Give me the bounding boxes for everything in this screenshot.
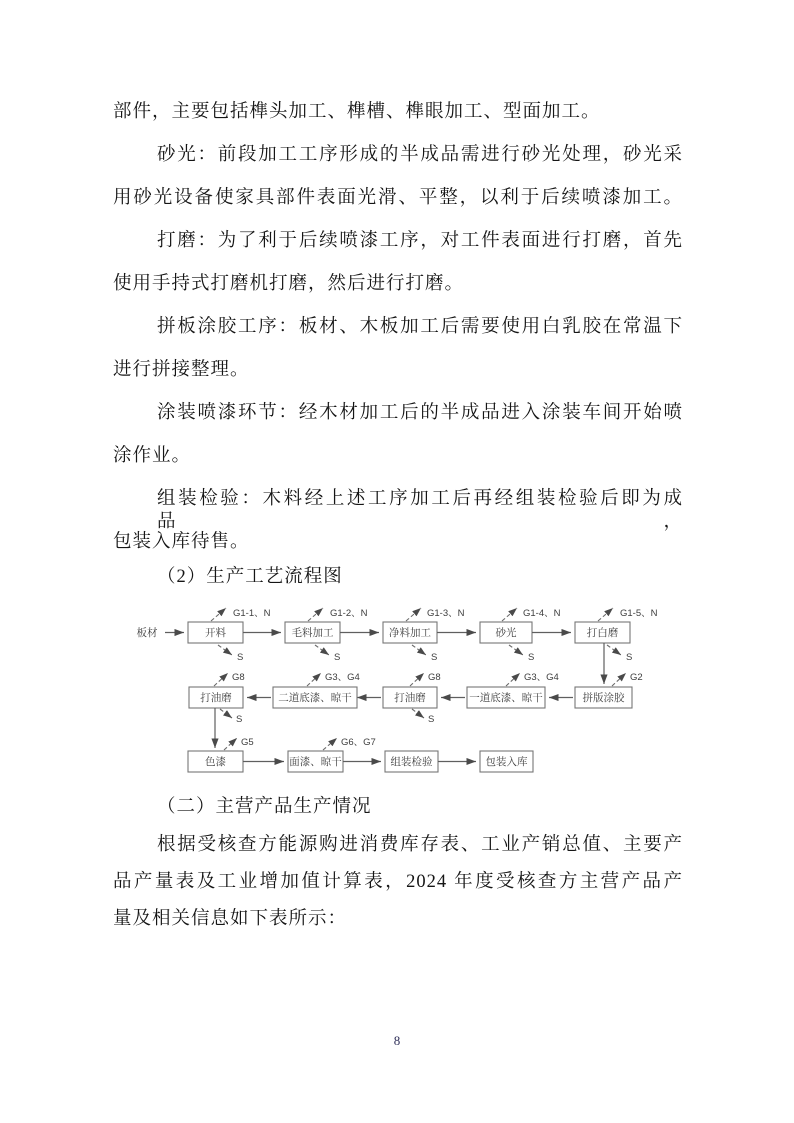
emission-arrow bbox=[308, 608, 323, 621]
process-flowchart bbox=[120, 595, 680, 795]
emission-arrow bbox=[598, 608, 613, 621]
emission-label: G1-3、N bbox=[427, 608, 465, 619]
flow-box-label: 打油磨 bbox=[200, 692, 232, 704]
body-line: 使用手持式打磨机打磨，然后进行打磨。 bbox=[113, 274, 465, 294]
waste-label: S bbox=[626, 652, 633, 663]
body-line: 包装入库待售。 bbox=[113, 532, 250, 552]
emission-arrow bbox=[323, 738, 337, 750]
flow-box-label: 砂光 bbox=[495, 627, 517, 639]
flow-box-label: 包装入库 bbox=[485, 756, 528, 768]
emission-label: G3、G4 bbox=[524, 672, 559, 683]
page-number: 8 bbox=[393, 1033, 401, 1048]
section-heading-flowchart: （2）生产工艺流程图 bbox=[157, 567, 343, 587]
section-heading-products: （二）主营产品生产情况 bbox=[157, 797, 372, 817]
waste-arrow bbox=[412, 645, 426, 655]
flow-box-label: 毛料加工 bbox=[291, 627, 334, 639]
emission-arrow bbox=[214, 673, 228, 686]
emission-label: G8 bbox=[232, 672, 245, 683]
flow-box-label: 开料 bbox=[205, 627, 226, 639]
waste-arrow bbox=[412, 709, 424, 718]
emission-arrow bbox=[502, 608, 517, 621]
emission-label: G2 bbox=[630, 672, 643, 683]
flow-box-label: 打白磨 bbox=[586, 627, 619, 639]
emission-label: G8 bbox=[428, 672, 441, 683]
waste-label: S bbox=[237, 652, 244, 663]
waste-label: S bbox=[334, 652, 341, 663]
emission-label: G5 bbox=[241, 737, 254, 748]
flow-box-label: 面漆、晾干 bbox=[289, 756, 342, 768]
body-line: 拼板涂胶工序：板材、木板加工后需要使用白乳胶在常温下 bbox=[157, 317, 683, 337]
emission-arrow bbox=[410, 673, 424, 686]
body-line: 涂装喷漆环节：经木材加工后的半成品进入涂装车间开始喷 bbox=[157, 403, 683, 423]
body-line: 砂光：前段加工工序形成的半成品需进行砂光处理，砂光采 bbox=[157, 145, 683, 165]
emission-label: G1-2、N bbox=[330, 608, 368, 619]
flow-box-label: 一道底漆、晾干 bbox=[469, 692, 543, 704]
flow-box-label: 色漆 bbox=[205, 756, 226, 768]
flow-box-label: 拼版涂胶 bbox=[582, 692, 625, 704]
emission-arrow bbox=[506, 673, 520, 686]
waste-arrow bbox=[315, 645, 329, 655]
flow-source-label: 板材 bbox=[136, 627, 158, 639]
emission-label: G1-1、N bbox=[233, 608, 271, 619]
flowchart-svg bbox=[120, 595, 680, 795]
body-line: 品产量表及工业增加值计算表，2024 年度受核查方主营产品产 bbox=[113, 872, 683, 892]
body-line: 打磨：为了利于后续喷漆工序，对工件表面进行打磨，首先 bbox=[157, 231, 683, 251]
flow-box-label: 组装检验 bbox=[390, 756, 433, 768]
flow-box-label: 净料加工 bbox=[389, 627, 431, 639]
flow-box-label: 二道底漆、晾干 bbox=[278, 692, 352, 704]
body-line: 部件，主要包括榫头加工、榫槽、榫眼加工、型面加工。 bbox=[113, 102, 601, 122]
body-line: 量及相关信息如下表所示： bbox=[113, 909, 348, 929]
waste-arrow bbox=[607, 645, 621, 655]
emission-arrow bbox=[307, 673, 321, 686]
emission-arrow bbox=[406, 608, 421, 621]
emission-arrow bbox=[211, 608, 226, 621]
emission-arrow bbox=[224, 738, 237, 750]
body-line: 用砂光设备使家具部件表面光滑、平整，以利于后续喷漆加工。 bbox=[113, 188, 683, 208]
body-line: 涂作业。 bbox=[113, 446, 192, 466]
waste-arrow bbox=[218, 645, 232, 655]
waste-arrow bbox=[220, 709, 232, 718]
waste-label: S bbox=[236, 714, 243, 725]
flow-box-label: 打油磨 bbox=[394, 692, 426, 704]
waste-arrow bbox=[509, 645, 523, 655]
waste-label: S bbox=[528, 652, 535, 663]
emission-label: G1-5、N bbox=[620, 608, 658, 619]
emission-label: G1-4、N bbox=[523, 608, 561, 619]
emission-label: G6、G7 bbox=[341, 737, 376, 748]
body-line: 根据受核查方能源购进消费库存表、工业产销总值、主要产 bbox=[157, 835, 683, 855]
waste-label: S bbox=[428, 714, 435, 725]
emission-label: G3、G4 bbox=[325, 672, 360, 683]
emission-arrow bbox=[612, 673, 626, 686]
body-line: 组装检验：木料经上述工序加工后再经组装检验后即为成品， bbox=[157, 489, 683, 532]
body-line: 进行拼接整理。 bbox=[113, 360, 250, 380]
waste-label: S bbox=[431, 652, 438, 663]
